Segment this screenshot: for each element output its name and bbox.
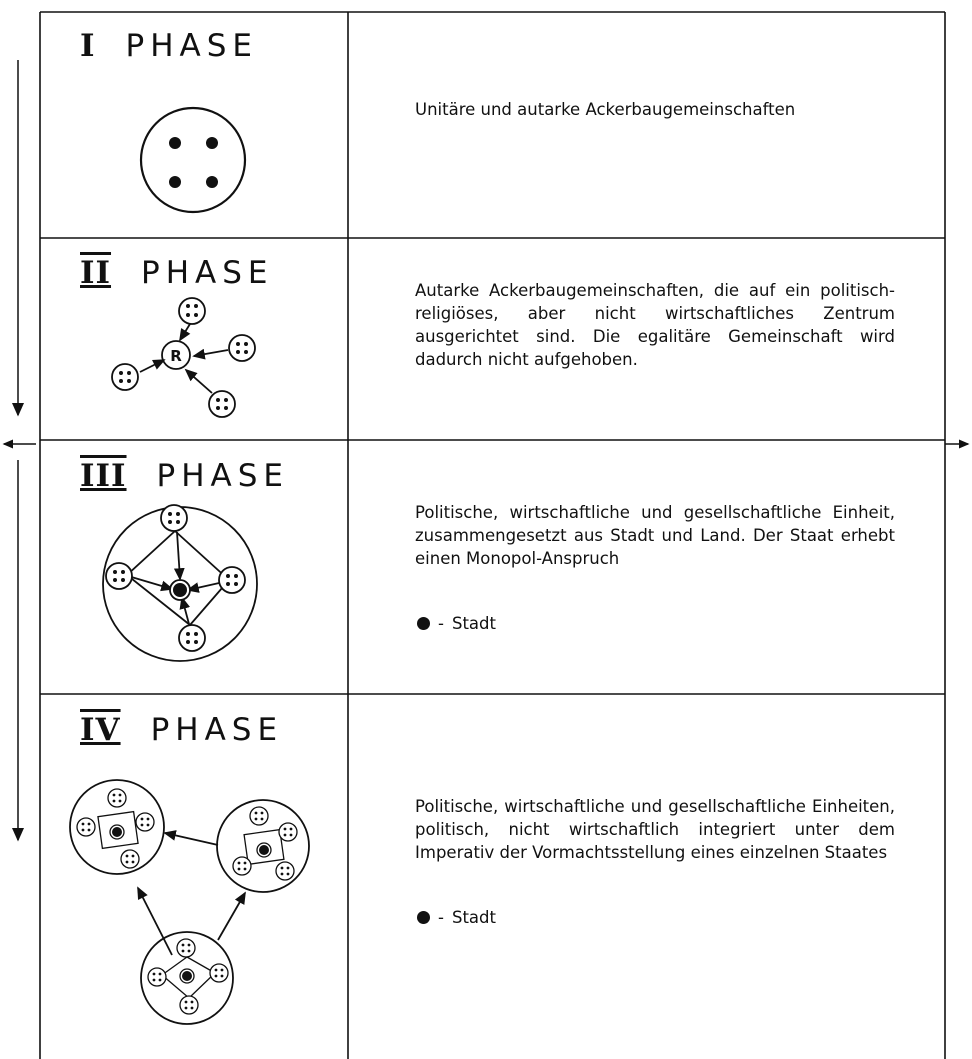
- phase-3-legend: [417, 614, 496, 633]
- state-c-internal: [148, 939, 228, 1014]
- phase-4-states-icon: [70, 780, 309, 1024]
- city-dot-icon: [417, 911, 430, 924]
- phase-2-network-icon: [112, 298, 255, 417]
- phase-2-center-label: R: [170, 347, 182, 365]
- phase-1-description: Unitäre und autarke Ackerbaugemeinschaften: [415, 100, 796, 119]
- phase-1-label: PHASE: [125, 28, 258, 64]
- phase-2-title: [80, 255, 274, 291]
- phase-4-legend-dash: -: [438, 908, 444, 927]
- phase-3-state-icon: [103, 505, 257, 661]
- state-b-internal: [233, 807, 297, 880]
- phase-4-numeral: IV: [80, 712, 121, 748]
- phase-3-legend-label: Stadt: [451, 614, 496, 633]
- phase-4-legend-label: Stadt: [451, 908, 496, 927]
- phase-2-label: PHASE: [141, 255, 274, 291]
- phase-3-label: PHASE: [156, 458, 289, 494]
- phase-4-legend: [417, 908, 496, 927]
- phase-1-numeral: I: [80, 28, 96, 64]
- phase-4-title: [80, 712, 283, 748]
- phase-3-description: Politische, wirtschaftliche und gesellschaftliche Einheit, zusammengesetzt aus Stadt und Land. Der Staat erhebt einen Monopol-Anspruch: [415, 503, 895, 568]
- phase-2-description: Autarke Ackerbaugemeinschaften, die auf ein politisch-religiöses, aber nicht wirtschaftliches Zentrum ausgerichtet sind. Die egalitäre Gemeinschaft wird dadurch nicht aufgehoben.: [415, 281, 895, 369]
- city-dot-icon: [417, 617, 430, 630]
- phase-4-label: PHASE: [150, 712, 284, 748]
- phase-1-community-icon: [141, 108, 245, 212]
- phase-3-numeral: III: [80, 458, 127, 494]
- phase-3-legend-dash: -: [438, 614, 444, 633]
- phase-4-description: Politische, wirtschaftliche und gesellschaftliche Einheiten, politisch, nicht wirtschaftlich integriert unter dem Imperativ der Vormachtsstellung eines einzelnen Staates: [415, 797, 895, 862]
- state-a-internal: [77, 789, 154, 868]
- phase-1-title: [80, 28, 258, 64]
- phase-3-title: [80, 458, 289, 494]
- phase-2-numeral: II: [80, 255, 112, 291]
